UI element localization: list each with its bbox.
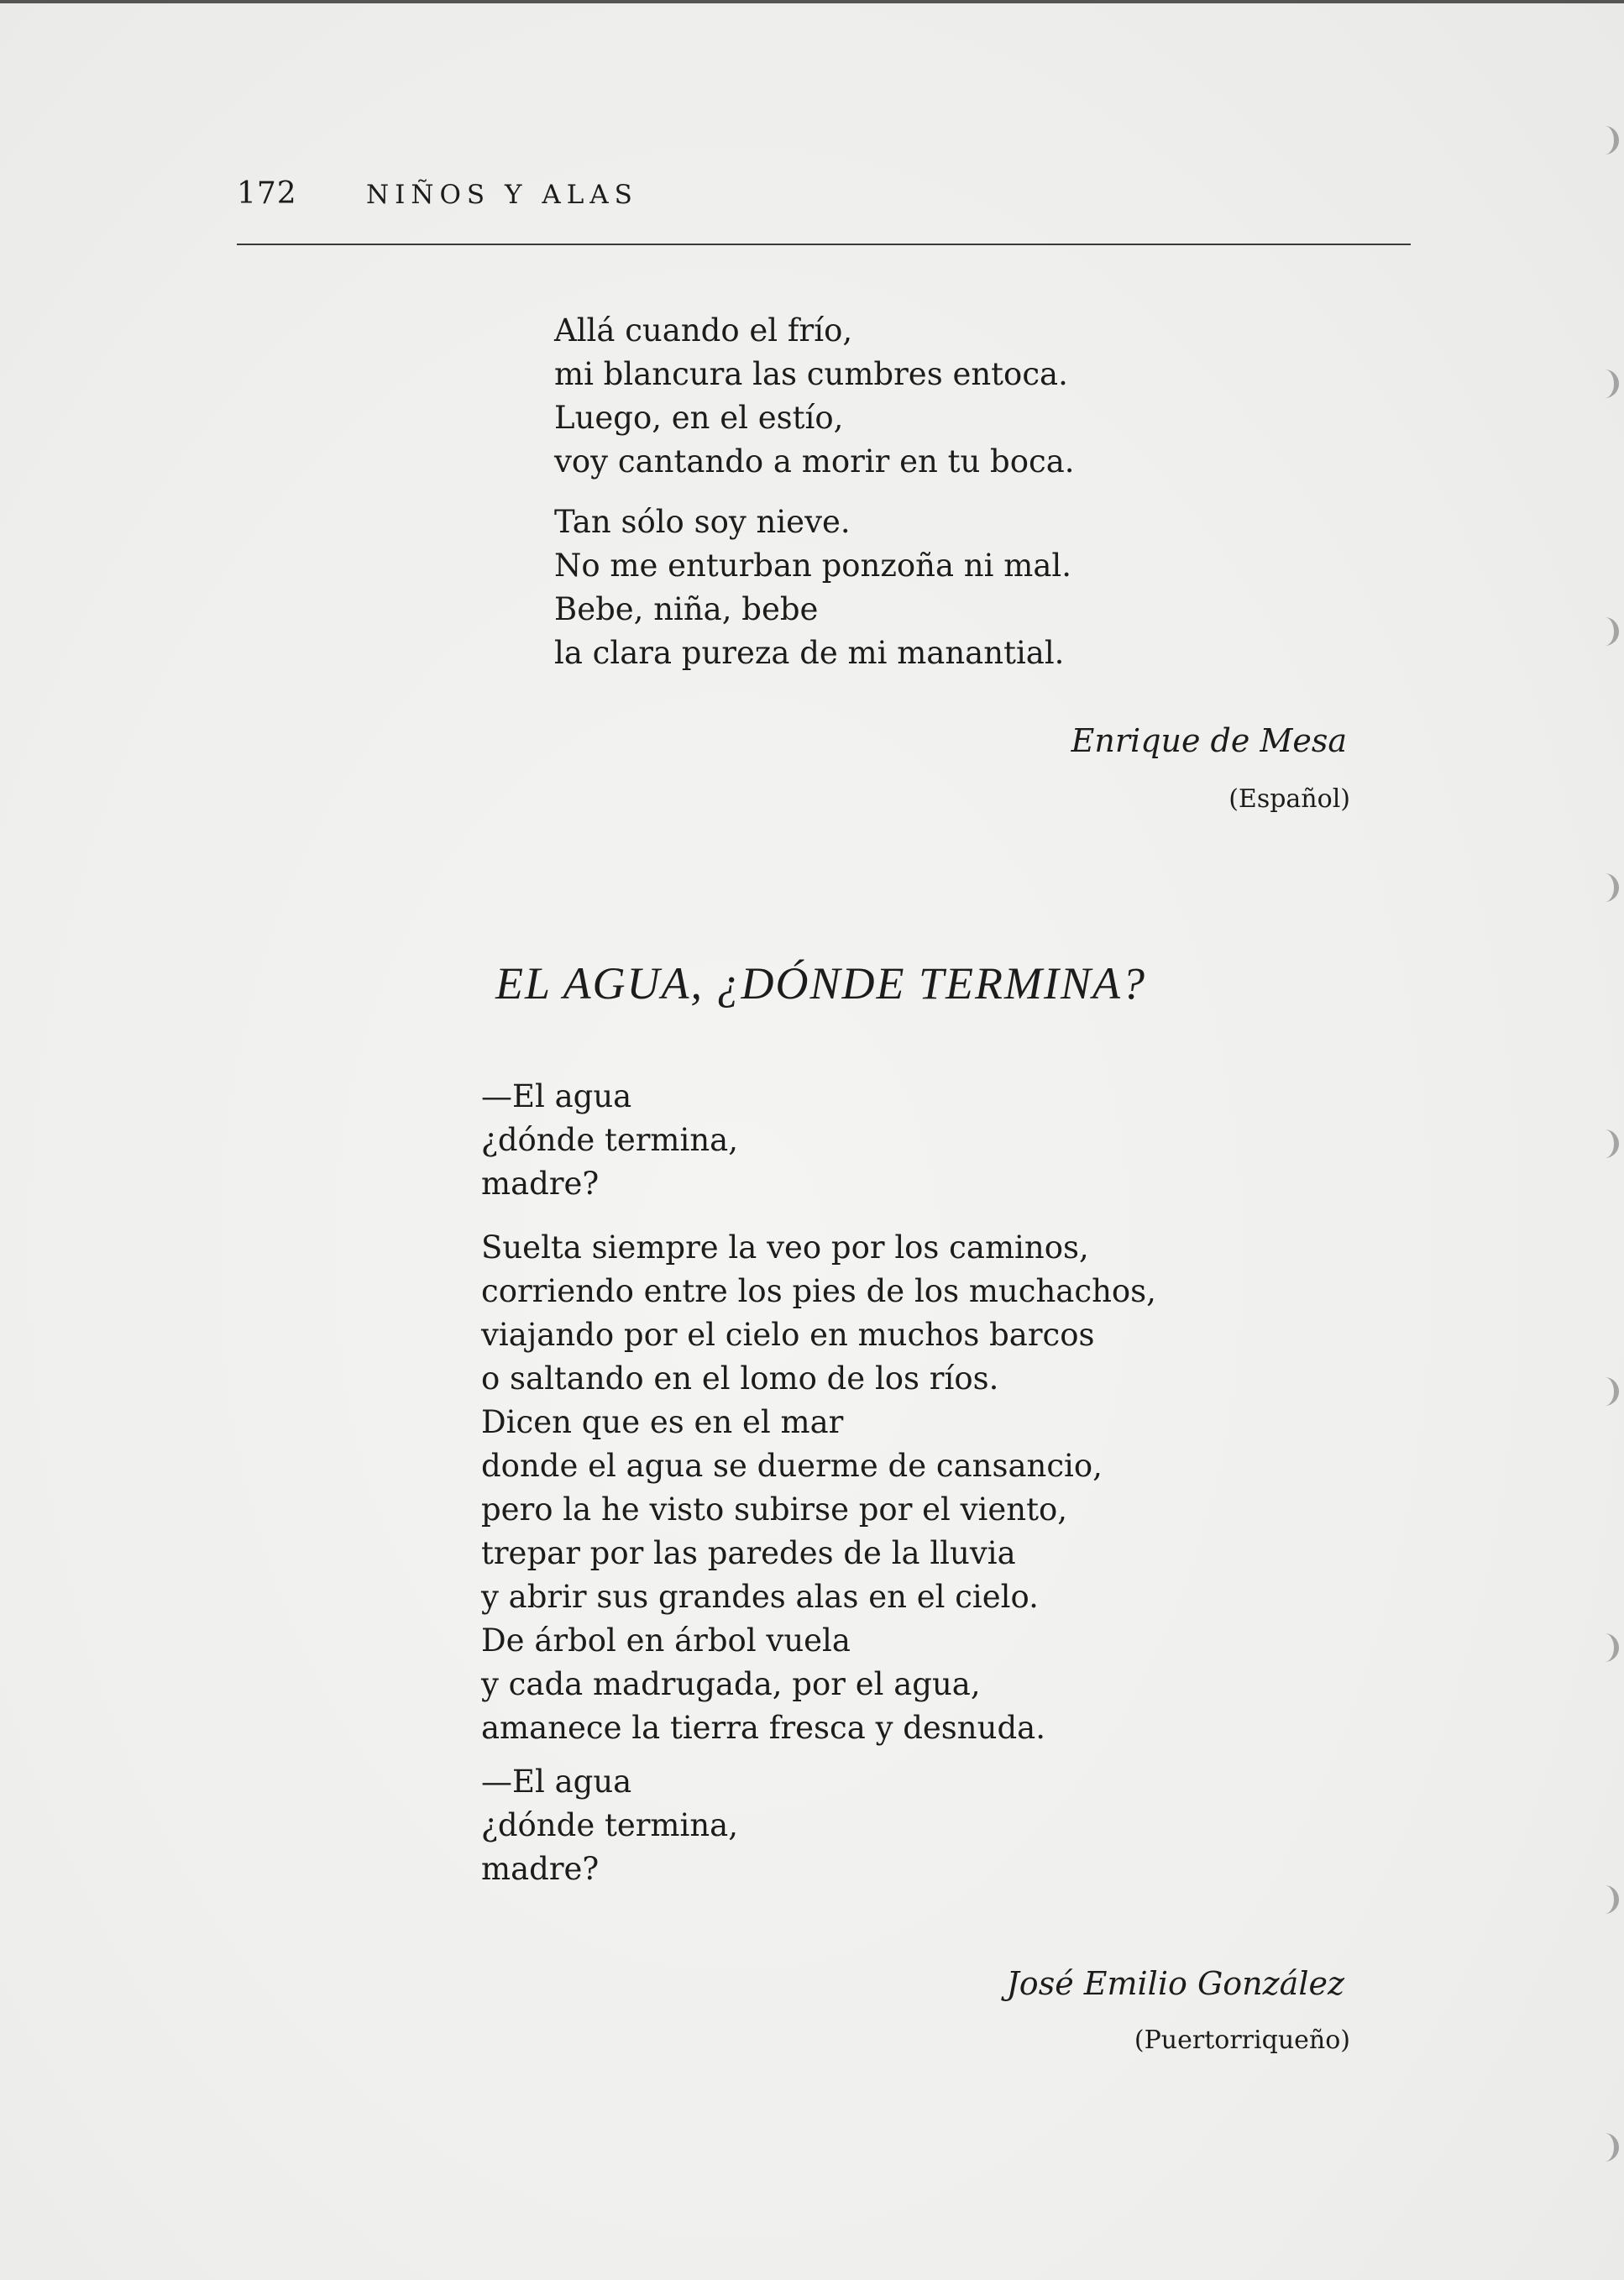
poem1-stanza-2 (554, 501, 1071, 675)
verse-line: Dicen que es en el mar (481, 1404, 844, 1440)
poem2-title: EL AGUA, ¿DÓNDE TERMINA? (495, 958, 1146, 1009)
page-header (237, 176, 1412, 222)
verse-line: Tan sólo soy nieve. (554, 504, 851, 540)
verse-line: madre? (481, 1166, 600, 1202)
verse-line: mi blancura las cumbres entoca. (554, 356, 1068, 392)
poem2-stanza-1 (481, 1075, 738, 1206)
verse-line: viajando por el cielo en muchos barcos (481, 1317, 1095, 1353)
poem1-author: Enrique de Mesa (1071, 722, 1347, 759)
verse-line: y cada madrugada, por el agua, (481, 1666, 981, 1702)
verse-line: De árbol en árbol vuela (481, 1622, 851, 1659)
poem2-author: José Emilio González (1006, 1965, 1344, 2002)
verse-line: No me enturban ponzoña ni mal. (554, 548, 1071, 584)
header-rule (237, 244, 1411, 245)
verse-line: Allá cuando el frío, (554, 312, 853, 349)
poem1-nationality: (Español) (1228, 784, 1350, 814)
poem2-stanza-3 (481, 1760, 738, 1891)
verse-line: la clara pureza de mi manantial. (554, 635, 1065, 671)
verse-line: y abrir sus grandes alas en el cielo. (481, 1579, 1039, 1615)
verse-line: pero la he visto subirse por el viento, (481, 1491, 1068, 1528)
verse-line: —El agua (481, 1078, 632, 1114)
running-title: NIÑOS Y ALAS (366, 180, 638, 210)
verse-line: Bebe, niña, bebe (554, 591, 819, 627)
verse-line: trepar por las paredes de la lluvia (481, 1535, 1016, 1571)
page-number: 172 (237, 176, 297, 211)
verse-line: —El agua (481, 1764, 632, 1800)
poem2-nationality: (Puertorriqueño) (1134, 2026, 1350, 2055)
page-top-edge (0, 0, 1624, 3)
verse-line: o saltando en el lomo de los ríos. (481, 1360, 999, 1397)
verse-line: donde el agua se duerme de cansancio, (481, 1448, 1103, 1484)
verse-line: ¿dónde termina, (481, 1807, 738, 1843)
verse-line: madre? (481, 1851, 600, 1887)
verse-line: voy cantando a morir en tu boca. (554, 443, 1075, 480)
verse-line: ¿dónde termina, (481, 1122, 738, 1158)
verse-line: Suelta siempre la veo por los caminos, (481, 1229, 1089, 1266)
verse-line: Luego, en el estío, (554, 400, 844, 436)
verse-line: amanece la tierra fresca y desnuda. (481, 1710, 1045, 1746)
poem1-stanza-1 (554, 309, 1075, 484)
verse-line: corriendo entre los pies de los muchachos, (481, 1273, 1156, 1309)
poem2-stanza-2 (481, 1226, 1156, 1750)
